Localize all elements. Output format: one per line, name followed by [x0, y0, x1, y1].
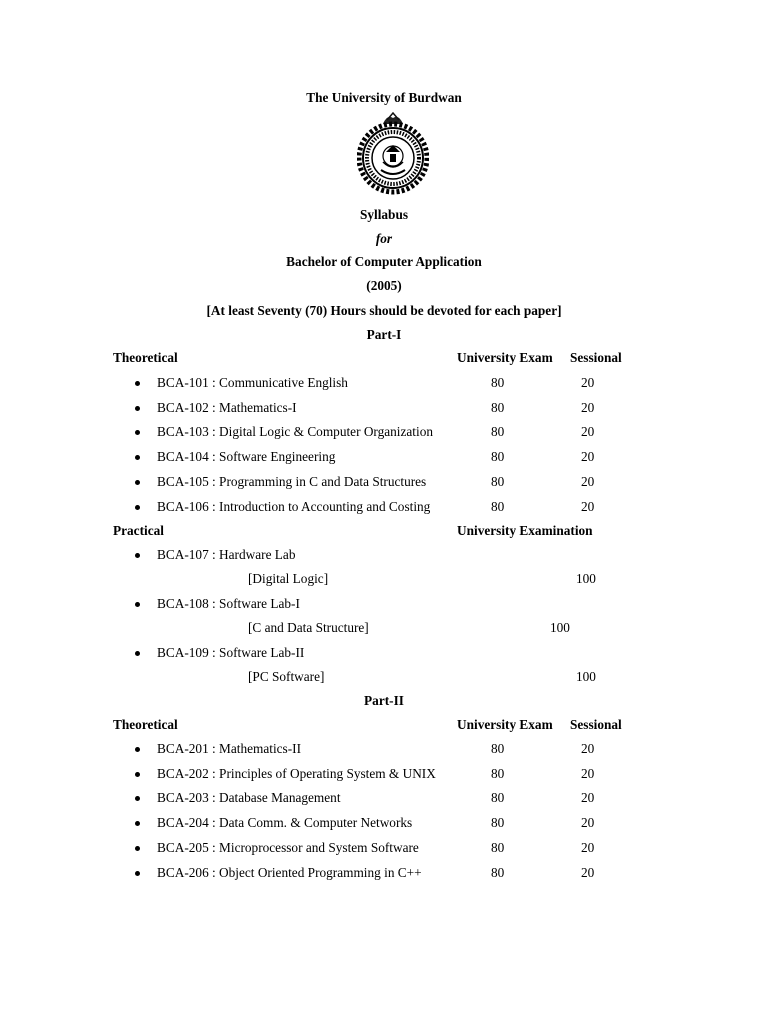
bullet-icon — [135, 846, 140, 851]
sessional-marks: 20 — [581, 473, 595, 489]
university-exam-marks: 80 — [491, 765, 505, 781]
part-2-title: Part-II — [364, 693, 404, 708]
university-exam-marks: 80 — [491, 741, 505, 756]
course-topic: [Digital Logic] — [248, 571, 329, 586]
course-name: BCA-203 : Database Management — [157, 790, 341, 806]
bullet-icon — [135, 430, 140, 435]
university-exam-marks: 80 — [491, 473, 505, 489]
sessional-marks: 20 — [581, 765, 595, 781]
sessional-column-header: Sessional — [570, 350, 622, 365]
year-label: (2005) — [366, 278, 402, 293]
bullet-icon — [135, 821, 140, 826]
for-label: for — [375, 231, 393, 246]
university-title: The University of Burdwan — [306, 90, 462, 105]
syllabus-heading: Syllabus — [359, 207, 409, 222]
course-name: BCA-206 : Object Oriented Programming in C++ — [157, 864, 422, 880]
sessional-marks: 20 — [581, 399, 595, 415]
university-exam-marks: 80 — [491, 424, 505, 440]
university-exam-marks: 80 — [491, 839, 505, 855]
university-examination-marks: 100 — [576, 571, 596, 586]
sessional-marks: 20 — [581, 424, 595, 440]
bullet-icon — [135, 406, 140, 411]
hours-note: [At least Seventy (70) Hours should be devoted for each paper] — [206, 303, 562, 318]
university-exam-marks: 80 — [491, 498, 505, 514]
sessional-marks: 20 — [581, 741, 595, 756]
university-exam-marks: 80 — [491, 399, 505, 415]
course-name: BCA-101 : Communicative English — [157, 375, 348, 390]
course-name: BCA-105 : Programming in C and Data Structures — [157, 473, 427, 489]
sessional-marks: 20 — [581, 790, 595, 806]
bullet-icon — [135, 381, 140, 386]
university-exam-marks: 80 — [491, 815, 505, 831]
sessional-marks: 20 — [581, 864, 595, 880]
bullet-icon — [135, 747, 140, 752]
part-1-practical-heading: Practical — [113, 523, 164, 538]
bullet-icon — [135, 455, 140, 460]
course-name: BCA-202 : Principles of Operating System & UNIX — [157, 765, 436, 781]
university-examination-marks: 100 — [576, 669, 596, 684]
course-name: BCA-107 : Hardware Lab — [157, 547, 296, 562]
university-exam-marks: 80 — [491, 790, 505, 806]
course-topic: [PC Software] — [248, 669, 325, 684]
sessional-marks: 20 — [581, 839, 595, 855]
part-1-theoretical-heading: Theoretical — [113, 350, 178, 365]
sessional-marks: 20 — [581, 815, 595, 831]
course-topic: [C and Data Structure] — [248, 620, 369, 635]
bullet-icon — [135, 796, 140, 801]
part-1-title: Part-I — [366, 327, 402, 342]
university-exam-marks: 80 — [491, 375, 505, 390]
university-exam-marks: 80 — [491, 449, 505, 465]
course-name: BCA-102 : Mathematics-I — [157, 399, 297, 415]
program-title: Bachelor of Computer Application — [286, 254, 482, 269]
course-name: BCA-106 : Introduction to Accounting and Costing — [157, 498, 431, 514]
university-seal-logo — [357, 112, 429, 198]
course-name: BCA-103 : Digital Logic & Computer Organization — [157, 424, 433, 440]
course-name: BCA-108 : Software Lab-I — [157, 596, 300, 611]
course-name: BCA-205 : Microprocessor and System Software — [157, 839, 419, 855]
part-2-theoretical-heading: Theoretical — [113, 717, 178, 732]
bullet-icon — [135, 772, 140, 777]
sessional-column-header: Sessional — [570, 717, 622, 732]
bullet-icon — [135, 651, 140, 656]
course-name: BCA-204 : Data Comm. & Computer Networks — [157, 815, 413, 831]
bullet-icon — [135, 602, 140, 607]
bullet-icon — [135, 480, 140, 485]
university-exam-column-header: University Exam — [457, 350, 553, 365]
course-name: BCA-104 : Software Engineering — [157, 449, 336, 465]
sessional-marks: 20 — [581, 498, 595, 514]
bullet-icon — [135, 871, 140, 876]
bullet-icon — [135, 553, 140, 558]
university-exam-column-header: University Exam — [457, 717, 553, 732]
university-examination-column-header: University Examination — [457, 523, 593, 538]
sessional-marks: 20 — [581, 375, 595, 390]
university-exam-marks: 80 — [491, 864, 505, 880]
course-name: BCA-201 : Mathematics-II — [157, 741, 302, 756]
university-examination-marks: 100 — [550, 620, 570, 635]
course-name: BCA-109 : Software Lab-II — [157, 645, 305, 660]
bullet-icon — [135, 505, 140, 510]
sessional-marks: 20 — [581, 449, 595, 465]
